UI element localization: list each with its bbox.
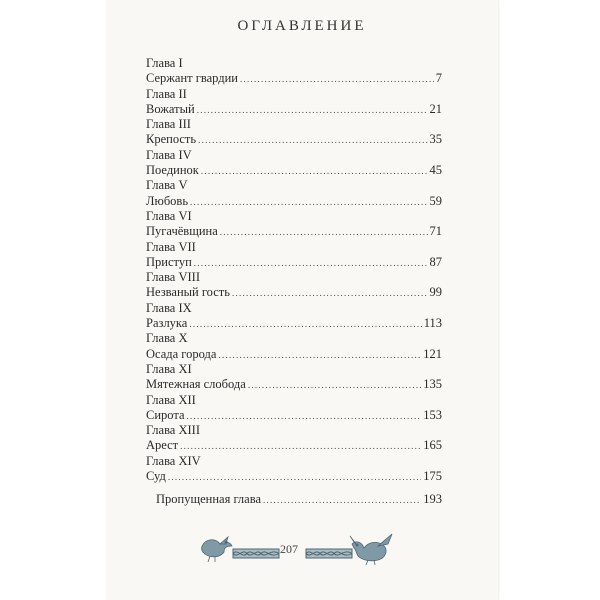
toc-entry [146,285,442,300]
toc-entry [146,469,442,484]
dot-leader [190,194,427,210]
toc-page-number: 7 [435,71,442,86]
toc-entry [146,224,442,239]
toc-entry-text: Суд [146,469,166,484]
toc-page-number: 99 [429,285,442,300]
toc-chapter-label [146,423,442,438]
toc-chapter-label [146,270,442,285]
page-number: 207 [280,542,298,556]
toc-chapter-label [146,178,442,193]
left-bird-icon [202,537,232,562]
toc-page-number: 21 [429,101,442,116]
toc-entry [146,71,442,86]
dot-leader [168,469,421,485]
dot-leader [197,102,428,118]
toc-chapter-label [146,117,442,132]
toc-entry-text: Незваный гость [146,285,230,300]
footer-ornament [106,530,498,566]
left-braid-icon [233,549,279,558]
toc-chapter-label [146,331,442,346]
dot-leader [201,163,428,179]
toc-page-number: 193 [423,492,442,507]
toc-page-number: 45 [429,163,442,178]
toc-entry [146,316,442,331]
toc-chapter-label-text: Глава V [146,178,188,193]
toc-chapter-label-text: Глава I [146,56,183,70]
toc-final-entry-text: Пропущенная глава [156,492,262,507]
toc-entry-text: Арест [146,438,179,453]
toc-chapter-label-text: Глава VI [146,208,192,223]
toc-entry [146,102,442,117]
dot-leader [187,408,422,424]
toc-chapter-label-text: Глава III [146,117,191,132]
dot-leader [180,438,421,454]
toc-entry [146,347,442,362]
toc-entry [146,438,442,453]
toc-chapter-label [146,209,442,224]
toc-chapter-label-text: Глава XIV [146,453,201,468]
dot-leader [248,377,421,393]
toc-entry [146,194,442,209]
toc-chapter-label-text: Глава IV [146,147,192,162]
toc-chapter-label-text: Глава XI [146,361,192,376]
toc-page-number: 71 [429,224,442,239]
table-of-contents [146,56,442,508]
dot-leader [198,132,427,148]
toc-entry-text: Сержант гвардии [146,71,238,86]
toc-chapter-label [146,454,442,469]
toc-chapter-label-text: Глава IX [146,300,192,315]
toc-chapter-label [146,148,442,163]
toc-entry-text: Крепость [146,132,197,147]
toc-chapter-label-text: Глава X [146,331,188,346]
toc-entry-text: Осада города [146,346,217,361]
toc-chapter-label [146,87,442,102]
dot-leader [194,255,428,271]
toc-chapter-label [146,240,442,255]
toc-chapter-label [146,301,442,316]
toc-entry [146,377,442,392]
dot-leader [232,285,428,301]
toc-chapter-label [146,393,442,408]
toc-final-entry [146,492,442,507]
toc-entry [146,132,442,147]
toc-entry [146,255,442,270]
dot-leader [189,316,421,332]
toc-page-number: 87 [429,254,442,269]
right-bird-icon [350,534,392,565]
dot-leader [220,224,428,240]
toc-chapter-label-text: Глава II [146,86,187,101]
toc-page-number: 175 [423,469,442,484]
toc-entry-text: Сирота [146,407,185,422]
toc-entry-text: Любовь [146,193,189,208]
toc-chapter-label [146,56,442,71]
right-braid-icon [306,549,352,558]
toc-entry-text: Поединок [146,163,199,178]
toc-chapter-label-text: Глава XII [146,392,196,407]
toc-page-number: 121 [423,346,442,361]
toc-page-number: 113 [423,316,442,331]
toc-chapter-label-text: Глава VII [146,239,196,254]
toc-page-number: 35 [429,132,442,147]
page-title: ОГЛАВЛЕНИЕ [237,18,367,34]
ornament-svg [106,530,498,566]
toc-entry-text: Пугачёвщина [146,224,218,239]
dot-leader [263,492,421,508]
toc-entry-text: Мятежная слобода [146,377,246,392]
toc-entry-text: Разлука [146,316,188,331]
toc-entry [146,163,442,178]
toc-page-number: 59 [429,193,442,208]
toc-chapter-label [146,362,442,377]
dot-leader [240,71,434,87]
dot-leader [218,347,421,363]
book-page [106,0,498,600]
toc-entry-text: Приступ [146,254,192,269]
toc-entry [146,408,442,423]
toc-page-number: 165 [423,438,442,453]
toc-page-number: 135 [423,377,442,392]
toc-chapter-label-text: Глава VIII [146,270,200,285]
toc-chapter-label-text: Глава XIII [146,423,200,438]
toc-entry-text: Вожатый [146,101,195,116]
toc-page-number: 153 [423,407,442,422]
